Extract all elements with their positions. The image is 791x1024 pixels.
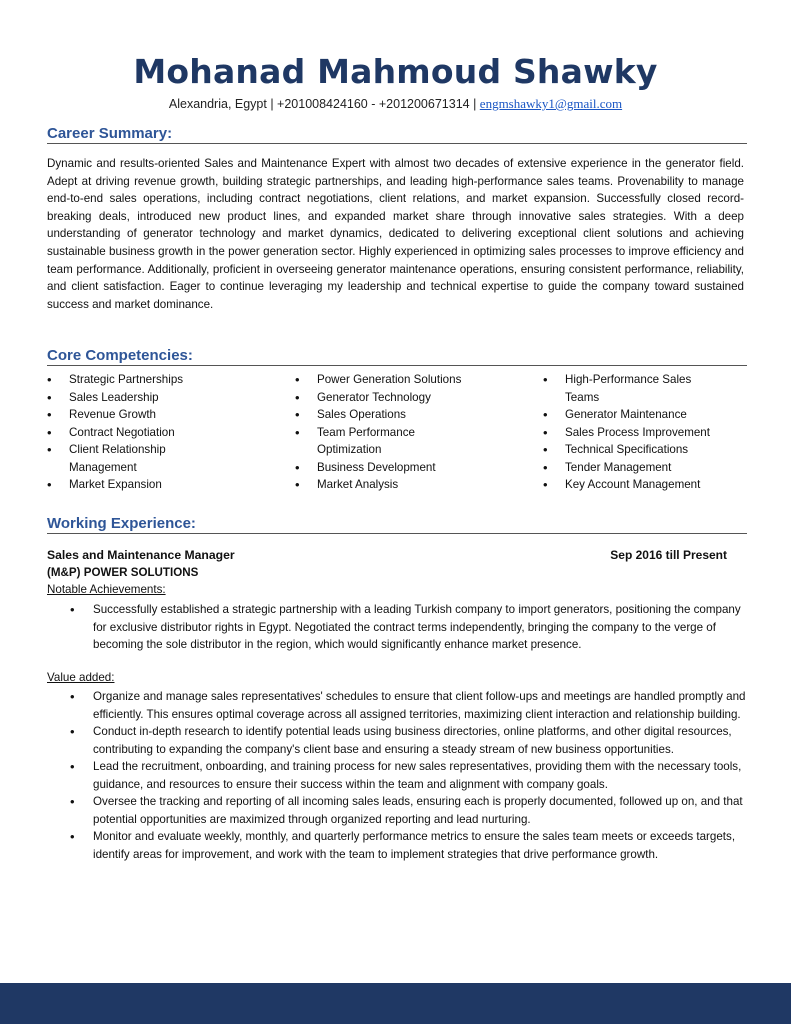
competency-item: • Client Relationship Management [47, 441, 184, 476]
working-experience-heading: Working Experience: [47, 515, 747, 534]
competency-item: • Generator Technology [295, 389, 505, 407]
competencies-column-3 [543, 371, 743, 494]
competency-item: • Sales Leadership [47, 389, 247, 407]
email-link[interactable]: engmshawky1@gmail.com [479, 96, 623, 111]
value-item: • Organize and manage sales representatives' schedules to ensure that client follow-ups and meetings are handled promptly and efficiently. This ensures optimal coverage across all assigned territories, maximizing client interaction and relationship building. [70, 688, 746, 723]
competency-item: • Strategic Partnerships [47, 371, 247, 389]
competency-item: • Market Analysis [295, 476, 505, 494]
footer-bar [0, 983, 791, 1024]
competency-item: • Sales Operations [295, 406, 505, 424]
competencies-column-2 [295, 371, 505, 494]
competency-item: • Contract Negotiation [47, 424, 247, 442]
achievement-item: • Successfully established a strategic partnership with a leading Turkish company to import generators, positioning the company for exclusive distributor rights in Egypt. Negotiated the contract terms independently, bringing the company to the verge of becoming the sole distributor in the region, which would significantly enhance market presence. [70, 601, 746, 654]
competency-item: • Key Account Management [543, 476, 743, 494]
competency-item: • Tender Management [543, 459, 743, 477]
achievements-list [70, 601, 746, 654]
competency-item: • Team Performance Optimization [295, 424, 437, 459]
value-item: • Monitor and evaluate weekly, monthly, and quarterly performance metrics to ensure the sales team meets or exceeds targets, identify areas for improvement, and work with the team to implement strategies that drive performance growth. [70, 828, 746, 863]
career-summary-heading: Career Summary: [47, 125, 747, 144]
competency-item: • High-Performance Sales Teams [543, 371, 715, 406]
value-added-list [70, 688, 746, 863]
competencies-column-1 [47, 371, 247, 494]
value-item: • Conduct in-depth research to identify potential leads using business directories, online platforms, and other digital resources, contributing to expanding the company's client base and ensuring a steady stream of new business opportunities. [70, 723, 746, 758]
job-title: Sales and Maintenance Manager [47, 548, 235, 562]
value-added-label: Value added: [47, 671, 115, 684]
core-competencies-heading: Core Competencies: [47, 347, 747, 366]
achievements-label: Notable Achievements: [47, 583, 166, 596]
contact-line [0, 96, 791, 112]
competency-item: • Business Development [295, 459, 505, 477]
company-name: (M&P) POWER SOLUTIONS [47, 566, 199, 579]
competency-item: • Market Expansion [47, 476, 247, 494]
competency-item: • Generator Maintenance [543, 406, 743, 424]
value-item: • Lead the recruitment, onboarding, and training process for new sales representatives, providing them with the necessary tools, guidance, and resources to ensure their success within the team and alignment with company goals. [70, 758, 746, 793]
value-item: • Oversee the tracking and reporting of all incoming sales leads, ensuring each is properly documented, followed up on, and that potential opportunities are maximized through organized reporting and lead nurturing. [70, 793, 746, 828]
candidate-name: Mohanad Mahmoud Shawky [133, 52, 658, 91]
contact-details: Alexandria, Egypt | +201008424160 - +201200671314 | [168, 97, 480, 111]
job-dates: Sep 2016 till Present [610, 548, 727, 562]
competency-item: • Revenue Growth [47, 406, 247, 424]
competency-item: • Power Generation Solutions [295, 371, 505, 389]
competency-item: • Technical Specifications [543, 441, 743, 459]
competency-item: • Sales Process Improvement [543, 424, 743, 442]
career-summary-text: Dynamic and results-oriented Sales and Maintenance Expert with almost two decades of extensive experience in the generator field. Adept at driving revenue growth, building strategic partnerships, and leading high-performance sales teams. Provenability to manage end-to-end sales operations, including contract negotiations, client relations, and market expansion. Successfully closed record-breaking deals, introduced new product lines, and expanded market share through innovative sales strategies. With a deep understanding of generator technology and market dynamics, dedicated to delivering exceptional client solutions and achieving sustainable business growth in the power generation sector. Highly experienced in optimizing sales processes to improve efficiency and team performance. Additionally, proficient in overseeing generator maintenance operations, ensuring consistent performance, reliability, and client satisfaction. Eager to continue leveraging my leadership and technical expertise to guide the company toward sustained success and market dominance. [47, 157, 744, 311]
